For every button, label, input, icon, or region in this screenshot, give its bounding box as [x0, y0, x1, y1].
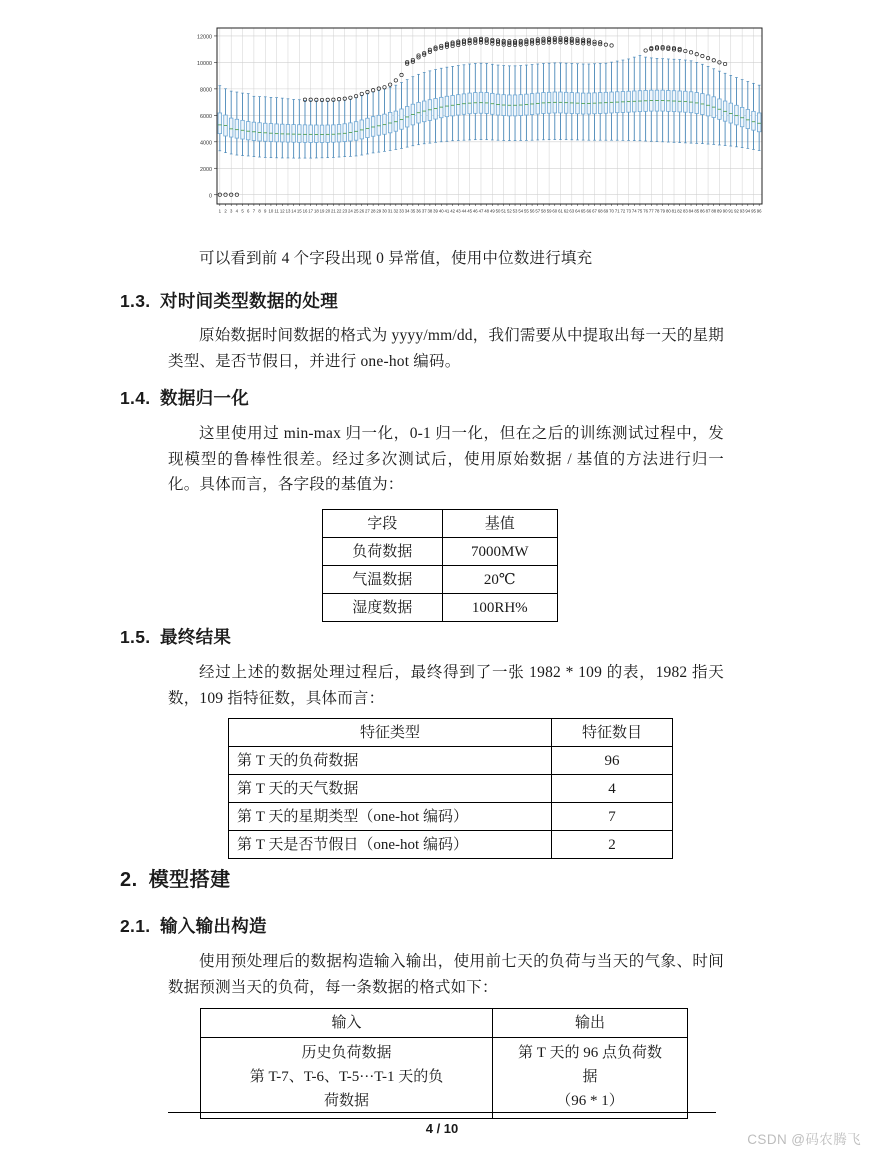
svg-text:72: 72	[620, 208, 626, 214]
svg-text:6: 6	[247, 208, 250, 214]
boxplot-column	[485, 37, 489, 139]
svg-text:80: 80	[665, 208, 671, 214]
load-boxplot-figure	[170, 8, 770, 236]
svg-text:56: 56	[529, 208, 535, 214]
boxplot-column	[627, 59, 631, 141]
boxplot-column	[252, 96, 256, 156]
boxplot-column	[496, 39, 500, 140]
boxplot-column	[615, 61, 619, 140]
page-number: 4 / 10	[425, 1121, 459, 1136]
boxplot-column	[292, 99, 296, 158]
svg-text:0: 0	[209, 193, 212, 200]
svg-text:23: 23	[342, 208, 348, 214]
feature-table-cell-type: 第 T 天的星期类型（one-hot 编码）	[229, 803, 552, 831]
svg-text:31: 31	[387, 208, 393, 214]
svg-text:4000: 4000	[200, 140, 212, 147]
boxplot-column	[349, 96, 353, 156]
boxplot-column	[508, 40, 512, 141]
feature-table-cell-type: 第 T 天是否节假日（one-hot 编码）	[229, 831, 552, 859]
svg-text:12: 12	[279, 208, 285, 214]
base-table-cell-value: 20℃	[442, 566, 557, 594]
figure-caption-text: 可以看到前 4 个字段出现 0 异常值，使用中位数进行填充	[199, 250, 593, 267]
boxplot-column	[655, 46, 659, 142]
svg-text:88: 88	[711, 208, 717, 214]
svg-text:45: 45	[467, 208, 473, 214]
svg-text:71: 71	[614, 208, 620, 214]
feature-table-cell-count: 2	[552, 831, 673, 859]
feature-table-header-type: 特征类型	[229, 719, 552, 747]
svg-text:1: 1	[218, 208, 222, 214]
boxplot-column	[610, 44, 614, 140]
svg-text:44: 44	[461, 208, 467, 214]
svg-text:58: 58	[541, 208, 546, 214]
svg-text:28: 28	[370, 208, 376, 214]
io-output-line-3: （96 * 1）	[556, 1093, 624, 1109]
footer-divider	[168, 1112, 716, 1113]
boxplot-column	[462, 39, 466, 140]
boxplot-column	[298, 100, 302, 158]
table-row	[323, 538, 558, 566]
boxplot-column	[326, 98, 330, 158]
svg-text:36: 36	[416, 208, 421, 214]
table-row	[229, 747, 673, 775]
svg-text:96: 96	[756, 208, 762, 214]
svg-text:24: 24	[348, 208, 353, 214]
svg-text:92: 92	[734, 208, 739, 214]
boxplot-column	[678, 47, 682, 142]
feature-table-cell-count: 7	[552, 803, 673, 831]
boxplot-column	[553, 37, 557, 140]
boxplot-column	[701, 54, 705, 143]
boxplot-column	[712, 59, 716, 145]
svg-text:41: 41	[444, 208, 450, 214]
boxplot-column	[723, 62, 727, 145]
table-row	[229, 831, 673, 859]
base-table-cell-field: 气温数据	[323, 566, 443, 594]
table-row	[229, 775, 673, 803]
io-output-line-2: 据	[582, 1069, 598, 1085]
feature-table-header-count: 特征数目	[552, 719, 673, 747]
boxplot-column	[366, 90, 370, 154]
svg-text:3: 3	[229, 208, 233, 214]
boxplot-column	[689, 51, 693, 143]
base-table-header-value: 基值	[442, 510, 557, 538]
svg-text:66: 66	[586, 208, 592, 214]
svg-text:90: 90	[722, 208, 728, 214]
heading-1-3-number: 1.3.	[120, 291, 151, 311]
svg-text:2000: 2000	[200, 166, 212, 173]
svg-text:87: 87	[705, 208, 711, 214]
heading-2-1	[120, 913, 267, 938]
io-table-cell-output	[493, 1038, 688, 1119]
boxplot-column	[735, 77, 739, 146]
svg-text:30: 30	[382, 208, 387, 214]
heading-2-number: 2.	[120, 869, 138, 891]
feature-table-cell-type: 第 T 天的负荷数据	[229, 747, 552, 775]
boxplot-column	[684, 49, 688, 143]
svg-text:79: 79	[660, 208, 666, 214]
boxplot-column	[439, 44, 443, 142]
boxplot-column	[400, 73, 404, 148]
boxplot-column	[235, 92, 239, 196]
svg-text:51: 51	[501, 208, 507, 214]
boxplot-column	[729, 75, 733, 146]
table-row	[201, 1038, 688, 1119]
boxplot-column	[309, 98, 313, 158]
boxplot-column	[383, 86, 387, 152]
boxplot-column	[667, 46, 671, 142]
boxplot-chart	[170, 8, 770, 236]
svg-text:93: 93	[739, 208, 745, 214]
figure-caption-paragraph	[168, 246, 716, 272]
svg-text:60: 60	[552, 208, 558, 214]
feature-count-table	[228, 718, 673, 859]
boxplot-column	[320, 98, 324, 158]
csdn-watermark: CSDN @码农腾飞	[747, 1132, 861, 1147]
table-row	[323, 594, 558, 622]
svg-text:16: 16	[302, 208, 308, 214]
svg-text:63: 63	[569, 208, 575, 214]
io-table-header-output: 输出	[493, 1009, 688, 1038]
svg-text:26: 26	[359, 208, 365, 214]
svg-text:53: 53	[512, 208, 518, 214]
svg-text:37: 37	[421, 208, 427, 214]
svg-text:59: 59	[546, 208, 552, 214]
svg-text:10: 10	[268, 208, 274, 214]
svg-text:61: 61	[558, 208, 563, 214]
boxplot-column	[332, 98, 336, 157]
boxplot-column	[258, 97, 262, 157]
heading-2-title: 模型搭建	[148, 869, 231, 891]
io-input-line-1: 历史负荷数据	[301, 1045, 392, 1061]
svg-text:11: 11	[274, 208, 279, 214]
heading-1-3-title: 对时间类型数据的处理	[160, 291, 339, 311]
svg-text:82: 82	[677, 208, 683, 214]
svg-text:83: 83	[682, 208, 688, 214]
boxplot-column	[542, 37, 546, 140]
feature-table-cell-count: 4	[552, 775, 673, 803]
boxplot-column	[706, 56, 710, 144]
boxplot-column	[388, 83, 392, 150]
svg-text:81: 81	[671, 208, 677, 214]
paragraph-1-5: 经过上述的数据处理过程后，最终得到了一张 1982 * 109 的表，1982 指天数，109 指特征数，具体而言：	[168, 664, 724, 707]
heading-2-1-number: 2.1.	[120, 916, 151, 936]
svg-text:27: 27	[365, 208, 370, 214]
svg-text:40: 40	[438, 208, 444, 214]
svg-text:50: 50	[495, 208, 501, 214]
svg-text:77: 77	[648, 208, 654, 214]
boxplot-column	[598, 41, 602, 141]
svg-text:34: 34	[404, 208, 410, 214]
table-row-header	[323, 510, 558, 538]
svg-text:14: 14	[291, 208, 297, 214]
boxplot-column	[474, 37, 478, 139]
svg-text:10000: 10000	[197, 61, 212, 68]
table-row	[323, 566, 558, 594]
svg-text:12000: 12000	[197, 34, 212, 41]
base-table-cell-value: 100RH%	[442, 594, 557, 622]
boxplot-column	[371, 88, 375, 152]
boxplot-column	[757, 85, 761, 150]
boxplot-column	[740, 80, 744, 148]
heading-2	[120, 863, 231, 892]
svg-text:69: 69	[603, 208, 609, 214]
svg-text:94: 94	[745, 208, 751, 214]
svg-text:13: 13	[285, 208, 291, 214]
boxplot-column	[661, 45, 665, 141]
boxplot-column	[451, 41, 455, 141]
boxplot-column	[587, 38, 591, 140]
svg-text:29: 29	[376, 208, 382, 214]
boxplot-column	[315, 98, 319, 158]
boxplot-column	[746, 81, 750, 148]
boxplot-column	[360, 92, 364, 155]
svg-text:57: 57	[535, 208, 541, 214]
svg-text:39: 39	[433, 208, 438, 214]
boxplot-column	[695, 53, 699, 144]
heading-2-1-title: 输入输出构造	[160, 916, 267, 936]
heading-1-4	[120, 385, 249, 410]
table-row	[229, 803, 673, 831]
heading-1-5-title: 最终结果	[160, 627, 232, 647]
svg-text:33: 33	[399, 208, 404, 214]
boxplot-column	[281, 98, 285, 158]
svg-text:70: 70	[609, 208, 614, 214]
heading-1-5-number: 1.5.	[120, 627, 151, 647]
svg-text:19: 19	[319, 208, 325, 214]
svg-text:67: 67	[592, 208, 597, 214]
base-value-table	[322, 509, 558, 622]
boxplot-column	[405, 60, 409, 147]
svg-text:22: 22	[336, 208, 342, 214]
boxplot-column	[275, 98, 279, 158]
svg-text:86: 86	[700, 208, 705, 214]
svg-text:5: 5	[241, 208, 244, 214]
boxplot-column	[417, 54, 421, 145]
svg-text:2: 2	[224, 208, 227, 214]
boxplot-column	[303, 98, 307, 158]
svg-text:25: 25	[353, 208, 359, 214]
boxplot-column	[621, 60, 625, 140]
svg-text:85: 85	[694, 208, 700, 214]
svg-text:4: 4	[235, 208, 239, 214]
heading-1-3	[120, 288, 338, 313]
svg-text:17: 17	[308, 208, 314, 214]
svg-text:74: 74	[631, 208, 637, 214]
boxplot-column	[394, 79, 398, 150]
paragraph-2-1: 使用预处理后的数据构造输入输出，使用前七天的负荷与当天的气象、时间数据预测当天的负荷，每一条数据的格式如下：	[168, 953, 724, 996]
boxplot-column	[638, 56, 642, 141]
svg-text:55: 55	[524, 208, 529, 214]
heading-1-5	[120, 624, 231, 649]
svg-text:20: 20	[325, 208, 331, 214]
io-format-table	[200, 1008, 688, 1119]
svg-text:64: 64	[575, 208, 580, 214]
svg-text:62: 62	[563, 208, 569, 214]
svg-text:75: 75	[637, 208, 643, 214]
boxplot-column	[672, 46, 676, 142]
svg-text:68: 68	[597, 208, 603, 214]
io-output-line-1: 第 T 天的 96 点负荷数	[518, 1045, 662, 1061]
svg-text:48: 48	[484, 208, 490, 214]
boxplot-column	[718, 61, 722, 145]
boxplot-column	[224, 89, 228, 197]
feature-table-cell-count: 96	[552, 747, 673, 775]
io-input-line-2: 第 T-7、T-6、T-5···T-1 天的负	[249, 1069, 444, 1085]
io-table-cell-input	[201, 1038, 493, 1119]
svg-text:18: 18	[313, 208, 319, 214]
boxplot-column	[752, 83, 756, 149]
svg-text:47: 47	[478, 208, 484, 214]
svg-text:65: 65	[580, 208, 586, 214]
boxplot-column	[633, 57, 637, 141]
svg-text:35: 35	[410, 208, 416, 214]
svg-text:15: 15	[296, 208, 302, 214]
feature-table-cell-type: 第 T 天的天气数据	[229, 775, 552, 803]
svg-text:43: 43	[455, 208, 461, 214]
svg-text:21: 21	[330, 208, 336, 214]
svg-text:78: 78	[654, 208, 660, 214]
svg-text:73: 73	[626, 208, 631, 214]
boxplot-column	[564, 37, 568, 140]
svg-text:54: 54	[518, 208, 524, 214]
base-table-header-field: 字段	[323, 510, 443, 538]
boxplot-column	[269, 97, 273, 157]
boxplot-column	[519, 39, 523, 140]
io-input-line-3: 荷数据	[323, 1093, 369, 1109]
boxplot-column	[343, 97, 347, 157]
base-table-cell-field: 负荷数据	[323, 538, 443, 566]
svg-text:42: 42	[450, 208, 455, 214]
svg-text:6000: 6000	[200, 113, 212, 120]
boxplot-column	[650, 46, 654, 141]
boxplot-column	[263, 97, 267, 158]
paragraph-1-4: 这里使用过 min-max 归一化，0-1 归一化，但在之后的训练测试过程中，发现模型的鲁棒性很差。经过多次测试后，使用原始数据 / 基值的方法进行归一化。具体而言，各字段的基值为：	[168, 425, 724, 493]
boxplot-column	[286, 99, 290, 158]
paragraph-1-3: 原始数据时间数据的格式为 yyyy/mm/dd，我们需要从中提取出每一天的星期类型、是否节假日，并进行 one-hot 编码。	[168, 327, 724, 370]
svg-text:46: 46	[472, 208, 478, 214]
boxplot-column	[530, 38, 534, 140]
base-table-cell-field: 湿度数据	[323, 594, 443, 622]
heading-1-4-title: 数据归一化	[160, 388, 250, 408]
svg-text:89: 89	[717, 208, 722, 214]
svg-text:9: 9	[264, 208, 267, 214]
svg-text:7: 7	[252, 208, 256, 214]
svg-text:76: 76	[643, 208, 649, 214]
svg-text:52: 52	[506, 208, 512, 214]
boxplot-column	[337, 97, 341, 157]
svg-text:49: 49	[489, 208, 495, 214]
boxplot-column	[377, 87, 381, 152]
table-row-header	[229, 719, 673, 747]
svg-text:8000: 8000	[200, 87, 212, 94]
svg-text:91: 91	[728, 208, 734, 214]
svg-text:95: 95	[751, 208, 756, 214]
table-row-header	[201, 1009, 688, 1038]
base-table-cell-value: 7000MW	[442, 538, 557, 566]
svg-text:84: 84	[688, 208, 694, 214]
io-table-header-input: 输入	[201, 1009, 493, 1038]
boxplot-column	[354, 94, 358, 156]
svg-text:38: 38	[427, 208, 433, 214]
heading-1-4-number: 1.4.	[120, 388, 151, 408]
boxplot-column	[241, 93, 245, 155]
boxplot-column	[246, 94, 250, 156]
svg-text:8: 8	[258, 208, 261, 214]
svg-text:32: 32	[393, 208, 399, 214]
